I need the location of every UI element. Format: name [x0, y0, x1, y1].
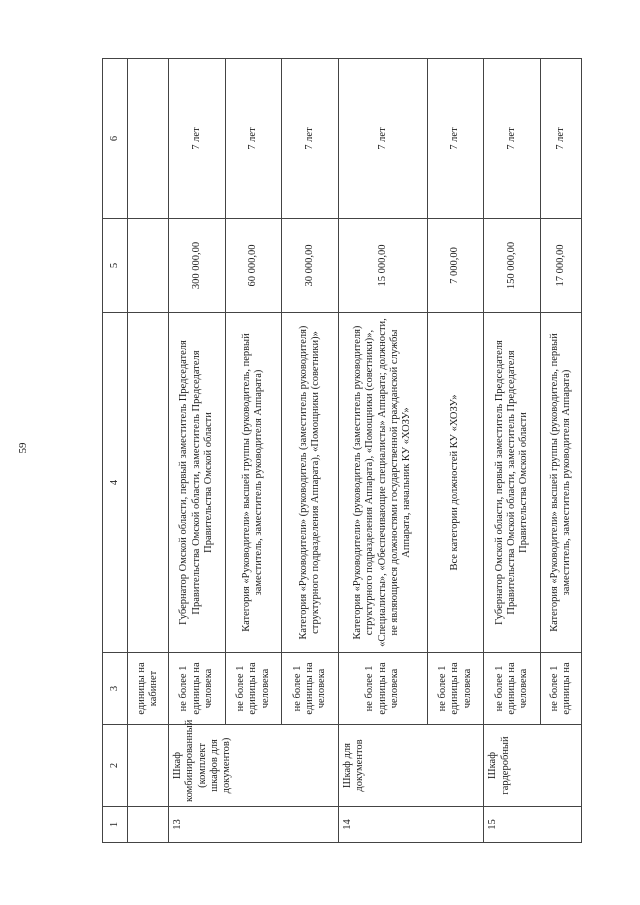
category-cell: Губернатор Омской области, первый заместитель Председателя Правительства Омской области, заместитель Председателя Правительства Омской области — [168, 313, 225, 653]
qty-cell: не более 1 единицы на человека — [168, 653, 225, 725]
qty-cell: не более 1 единицы на человека — [427, 653, 484, 725]
term-cell: 7 лет — [484, 59, 541, 219]
table-row — [168, 59, 225, 843]
table-row — [484, 59, 541, 843]
term-cell: 7 лет — [427, 59, 484, 219]
category-cell: Категория «Руководители» (руководитель (заместитель руководителя) структурного подразделения Аппарата), «Помощники (советники)», «Специалисты», «Обеспечивающие специалисты» Аппарата; должности, не являющиеся должностями государственной гражданской службы Аппарата, начальник КУ «ХОЗУ» — [339, 313, 428, 653]
term-cell: 7 лет — [282, 59, 339, 219]
header-row — [103, 59, 128, 843]
header-cell: 3 — [103, 653, 128, 725]
price-cell: 17 000,00 — [541, 219, 582, 313]
price-cell: 7 000,00 — [427, 219, 484, 313]
price-cell: 300 000,00 — [168, 219, 225, 313]
category-cell: Категория «Руководители» высшей группы (руководитель, первый заместитель, заместитель руководителя Аппарата) — [225, 313, 282, 653]
category-cell: Губернатор Омской области, первый заместитель Председателя Правительства Омской области, заместитель Председателя Правительства Омской области — [484, 313, 541, 653]
header-cell: 4 — [103, 313, 128, 653]
rotated-table-wrapper — [102, 59, 582, 843]
item-number: 15 — [484, 807, 582, 843]
qty-cell: не более 1 единицы на человека — [282, 653, 339, 725]
item-name: Шкаф комбинированный (комплект шкафов для документов) — [168, 725, 338, 807]
item-number: 13 — [168, 807, 338, 843]
header-cell: 1 — [103, 807, 128, 843]
header-cell: 6 — [103, 59, 128, 219]
qty-cell: единицы на кабинет — [128, 653, 169, 725]
qty-cell: не более 1 единицы на — [541, 653, 582, 725]
qty-cell: не более 1 единицы на человека — [484, 653, 541, 725]
header-cell: 5 — [103, 219, 128, 313]
term-cell: 7 лет — [541, 59, 582, 219]
item-name: Шкаф для документов — [339, 725, 484, 807]
term-cell: 7 лет — [339, 59, 428, 219]
qty-cell: не более 1 единицы на человека — [339, 653, 428, 725]
header-cell: 2 — [103, 725, 128, 807]
category-cell: Все категории должностей КУ «ХОЗУ» — [427, 313, 484, 653]
category-cell: Категория «Руководители» (руководитель (заместитель руководителя) структурного подразделения Аппарата), «Помощники (советники)» — [282, 313, 339, 653]
item-name: Шкаф гардеробный — [484, 725, 582, 807]
term-cell: 7 лет — [168, 59, 225, 219]
qty-cell: не более 1 единицы на человека — [225, 653, 282, 725]
norms-table — [102, 58, 582, 843]
price-cell: 15 000,00 — [339, 219, 428, 313]
table-row — [128, 59, 169, 843]
term-cell: 7 лет — [225, 59, 282, 219]
item-number: 14 — [339, 807, 484, 843]
price-cell: 60 000,00 — [225, 219, 282, 313]
price-cell: 30 000,00 — [282, 219, 339, 313]
category-cell: Категория «Руководители» высшей группы (руководитель, первый заместитель, заместитель руководителя Аппарата) — [541, 313, 582, 653]
table-row — [339, 59, 428, 843]
price-cell: 150 000,00 — [484, 219, 541, 313]
page-number: 59 — [17, 442, 29, 454]
